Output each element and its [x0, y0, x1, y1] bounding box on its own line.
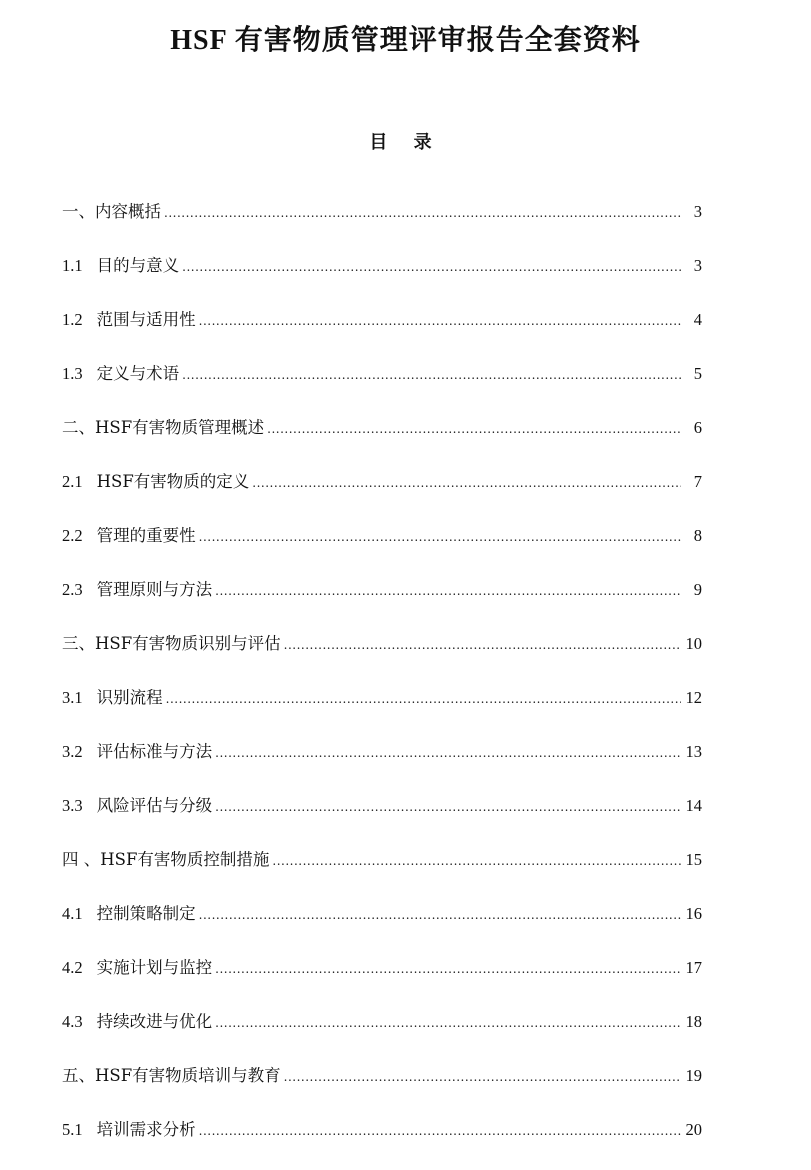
- dot-leader: [199, 1124, 681, 1138]
- toc-entry-label: 四 、HSF有害物质控制措施: [62, 850, 270, 869]
- toc-entry-page: 9: [693, 580, 702, 599]
- toc-entry-page: 6: [693, 418, 702, 437]
- toc-entry-label: 控制策略制定: [96, 904, 196, 923]
- toc-entry[interactable]: [62, 900, 702, 954]
- toc-entry-page: 5: [693, 364, 702, 383]
- toc-entry-page: 10: [685, 634, 702, 653]
- toc-entry-page: 17: [685, 958, 702, 977]
- dot-leader: [182, 368, 681, 382]
- toc-entry-number: 2.2: [62, 526, 83, 545]
- toc-entry[interactable]: [62, 1008, 702, 1062]
- toc-entry-number: 4.1: [62, 904, 83, 923]
- dot-leader: [284, 638, 681, 652]
- dot-leader: [215, 800, 681, 814]
- dot-leader: [166, 692, 681, 706]
- toc-entry-number: 3.2: [62, 742, 83, 761]
- toc-entry-page: 13: [685, 742, 702, 761]
- dot-leader: [215, 1016, 681, 1030]
- dot-leader: [215, 584, 681, 598]
- toc-entry-number: 1.1: [62, 256, 83, 275]
- toc-entry[interactable]: [62, 414, 702, 468]
- toc-entry[interactable]: [62, 846, 702, 900]
- toc-entry-label: 识别流程: [96, 688, 163, 707]
- toc-entry[interactable]: [62, 468, 702, 522]
- dot-leader: [267, 422, 681, 436]
- dot-leader: [284, 1070, 681, 1084]
- toc-entry[interactable]: [62, 1062, 702, 1116]
- toc-entry-label: 风险评估与分级: [96, 796, 213, 815]
- toc-entry-page: 7: [693, 472, 702, 491]
- toc-entry-label: 管理的重要性: [96, 526, 196, 545]
- toc-entry[interactable]: [62, 684, 702, 738]
- toc-entry[interactable]: [62, 576, 702, 630]
- toc-entry-number: 1.3: [62, 364, 83, 383]
- dot-leader: [199, 314, 681, 328]
- toc-entry-label: 定义与术语: [96, 364, 180, 383]
- toc-entry-label: 评估标准与方法: [96, 742, 213, 761]
- toc-entry-page: 15: [685, 850, 702, 869]
- dot-leader: [272, 854, 681, 868]
- toc-entry-page: 18: [685, 1012, 702, 1031]
- toc-heading: 目 录: [369, 132, 442, 153]
- toc-entry[interactable]: [62, 1116, 702, 1170]
- toc-entry-label: 实施计划与监控: [96, 958, 213, 977]
- toc-entry-number: 2.1: [62, 472, 83, 491]
- toc-entry-label: 一、内容概括: [62, 202, 161, 221]
- toc-entry[interactable]: [62, 252, 702, 306]
- dot-leader: [215, 746, 681, 760]
- toc-entry-number: 5.1: [62, 1120, 83, 1139]
- toc-entry-page: 3: [693, 202, 702, 221]
- toc-entry-number: 1.2: [62, 310, 83, 329]
- toc-entry[interactable]: [62, 738, 702, 792]
- document-title: HSF 有害物质管理评审报告全套资料: [170, 25, 641, 56]
- toc-entry-number: 2.3: [62, 580, 83, 599]
- toc-entry-label: 二、HSF有害物质管理概述: [62, 418, 265, 437]
- toc-entry-page: 19: [685, 1066, 702, 1085]
- toc-entry[interactable]: [62, 360, 702, 414]
- toc-entry-page: 8: [693, 526, 702, 545]
- toc-entry-label: 管理原则与方法: [96, 580, 213, 599]
- dot-leader: [199, 530, 681, 544]
- toc-entry-number: 3.1: [62, 688, 83, 707]
- toc-entry[interactable]: [62, 522, 702, 576]
- dot-leader: [252, 476, 681, 490]
- toc-entry-label: 五、HSF有害物质培训与教育: [62, 1066, 281, 1085]
- toc-entry-label: 目的与意义: [96, 256, 180, 275]
- toc-entry[interactable]: [62, 954, 702, 1008]
- toc-entry-number: 4.3: [62, 1012, 83, 1031]
- table-of-contents: [62, 198, 702, 1170]
- toc-entry-label: HSF有害物质的定义: [96, 472, 250, 491]
- toc-entry-page: 12: [685, 688, 702, 707]
- toc-entry-number: 3.3: [62, 796, 83, 815]
- toc-entry-page: 4: [693, 310, 702, 329]
- toc-entry-page: 3: [693, 256, 702, 275]
- toc-entry[interactable]: [62, 630, 702, 684]
- dot-leader: [164, 206, 681, 220]
- dot-leader: [215, 962, 681, 976]
- toc-entry-label: 培训需求分析: [96, 1120, 196, 1139]
- dot-leader: [199, 908, 681, 922]
- toc-entry-number: 4.2: [62, 958, 83, 977]
- toc-entry-page: 16: [685, 904, 702, 923]
- toc-entry[interactable]: [62, 792, 702, 846]
- toc-entry[interactable]: [62, 306, 702, 360]
- toc-entry-label: 三、HSF有害物质识别与评估: [62, 634, 281, 653]
- toc-entry-page: 20: [685, 1120, 702, 1139]
- toc-entry-label: 持续改进与优化: [96, 1012, 213, 1031]
- toc-entry[interactable]: [62, 198, 702, 252]
- dot-leader: [182, 260, 681, 274]
- toc-entry-page: 14: [685, 796, 702, 815]
- toc-entry-label: 范围与适用性: [96, 310, 196, 329]
